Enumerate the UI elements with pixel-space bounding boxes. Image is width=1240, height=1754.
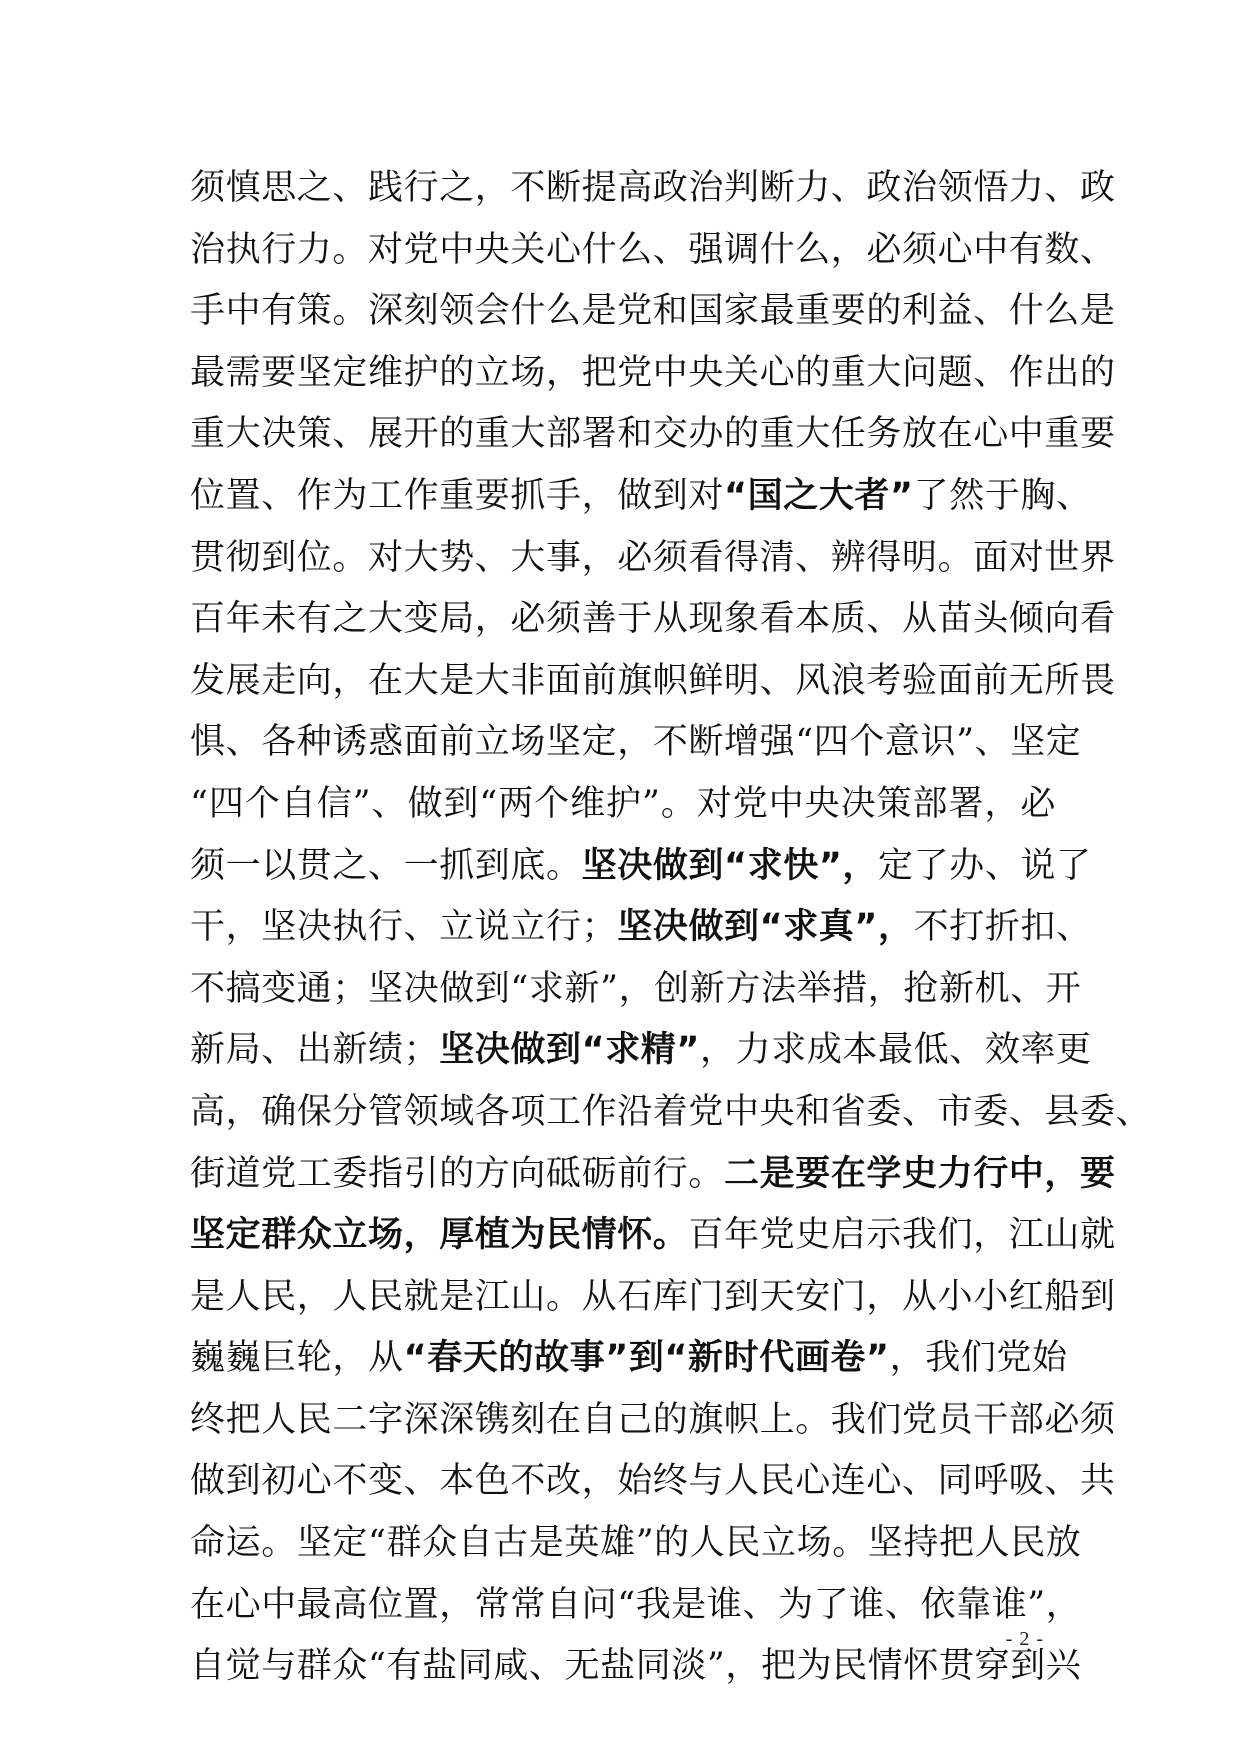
text-line <box>190 1636 1082 1698</box>
text-line <box>190 1390 1116 1452</box>
body-text-segment: 在心中最高位置，常常自问“我是谁、为了谁、依靠谁”， <box>190 1584 1082 1625</box>
text-line <box>190 1267 1116 1329</box>
body-text-segment: 位置、作为工作重要抓手，做到对 <box>190 475 725 516</box>
body-text-segment: 发展走向，在大是大非面前旗帜鲜明、风浪考验面前无所畏 <box>190 660 1116 701</box>
page-number: - 2 - <box>1005 1628 1044 1650</box>
text-line <box>190 158 1116 220</box>
body-text-segment: 干，坚决执行、立说立行； <box>190 907 618 948</box>
text-line <box>190 589 1116 651</box>
text-line <box>190 466 1092 528</box>
emphasis-text: “国之大者” <box>724 475 914 516</box>
body-text-segment: 高，确保分管领域各项工作沿着党中央和省委、市委、县委、 <box>190 1091 1152 1132</box>
body-text-segment: 了然于胸、 <box>913 475 1092 516</box>
text-line <box>190 1575 1082 1637</box>
emphasis-text: 坚定群众立场，厚植为民情怀。 <box>190 1215 689 1256</box>
body-text-segment: 新局、出新绩； <box>190 1030 440 1071</box>
text-line <box>190 220 1116 282</box>
body-text-segment: ，我们党始 <box>889 1338 1068 1379</box>
text-line <box>190 836 1092 898</box>
text-line <box>190 343 1116 405</box>
text-line <box>190 404 1116 466</box>
body-text-segment: 命运。坚定“群众自古是英雄”的人民立场。坚持把人民放 <box>190 1523 1082 1564</box>
body-text <box>190 158 1152 1698</box>
text-line <box>190 1513 1082 1575</box>
text-line <box>190 959 1082 1021</box>
emphasis-text: 坚决做到“求真”， <box>617 907 914 948</box>
body-text-segment: 定了办、说了 <box>878 845 1092 886</box>
text-line <box>190 1451 1116 1513</box>
text-line <box>190 281 1116 343</box>
body-text-segment: 重大决策、展开的重大部署和交办的重大任务放在心中重要 <box>190 414 1116 455</box>
emphasis-text: 坚决做到“求精” <box>439 1030 701 1071</box>
body-text-segment: 不搞变通；坚决做到“求新”，创新方法举措，抢新机、开 <box>190 968 1082 1009</box>
emphasis-text: 二是要在学史力行中，要 <box>724 1153 1116 1194</box>
body-text-segment: 惧、各种诱惑面前立场坚定，不断增强“四个意识”、坚定 <box>190 722 1082 763</box>
text-line <box>190 1020 1092 1082</box>
emphasis-text: 坚决做到“求快”， <box>581 845 879 886</box>
body-text-segment: 街道党工委指引的方向砥砺前行。 <box>190 1153 725 1194</box>
body-text-segment: 治执行力。对党中央关心什么、强调什么，必须心中有数、 <box>190 229 1116 270</box>
body-text-segment: 做到初心不变、本色不改，始终与人民心连心、同呼吸、共 <box>190 1461 1116 1502</box>
emphasis-text: “春天的故事”到“新时代画卷” <box>403 1338 890 1379</box>
body-text-segment: 终把人民二字深深镌刻在自己的旗帜上。我们党员干部必须 <box>190 1399 1116 1440</box>
text-line <box>190 651 1116 713</box>
body-text-segment: 手中有策。深刻领会什么是党和国家最重要的利益、什么是 <box>190 291 1116 332</box>
body-text-segment: “四个自信”、做到“两个维护”。对党中央决策部署，必 <box>190 783 1056 824</box>
text-line <box>190 1082 1152 1144</box>
text-line <box>190 1328 1068 1390</box>
body-text-segment: 是人民，人民就是江山。从石库门到天安门，从小小红船到 <box>190 1276 1116 1317</box>
text-line <box>190 712 1082 774</box>
body-text-segment: 百年未有之大变局，必须善于从现象看本质、从苗头倾向看 <box>190 599 1116 640</box>
body-text-segment: 百年党史启示我们，江山就 <box>688 1215 1116 1256</box>
text-line <box>190 1205 1116 1267</box>
body-text-segment: ，力求成本最低、效率更 <box>700 1030 1092 1071</box>
body-text-segment: 巍巍巨轮，从 <box>190 1338 404 1379</box>
text-line <box>190 897 1092 959</box>
body-text-segment: 最需要坚定维护的立场，把党中央关心的重大问题、作出的 <box>190 352 1116 393</box>
body-text-segment: 贯彻到位。对大势、大事，必须看得清、辨得明。面对世界 <box>190 537 1116 578</box>
text-line <box>190 528 1116 590</box>
body-text-segment: 自觉与群众“有盐同咸、无盐同淡”，把为民情怀贯穿到兴 <box>190 1646 1082 1687</box>
text-line <box>190 774 1056 836</box>
body-text-segment: 不打折扣、 <box>913 907 1092 948</box>
body-text-segment: 须慎思之、践行之，不断提高政治判断力、政治领悟力、政 <box>190 168 1116 208</box>
body-text-segment: 须一以贯之、一抓到底。 <box>190 845 582 886</box>
text-line <box>190 1144 1116 1206</box>
